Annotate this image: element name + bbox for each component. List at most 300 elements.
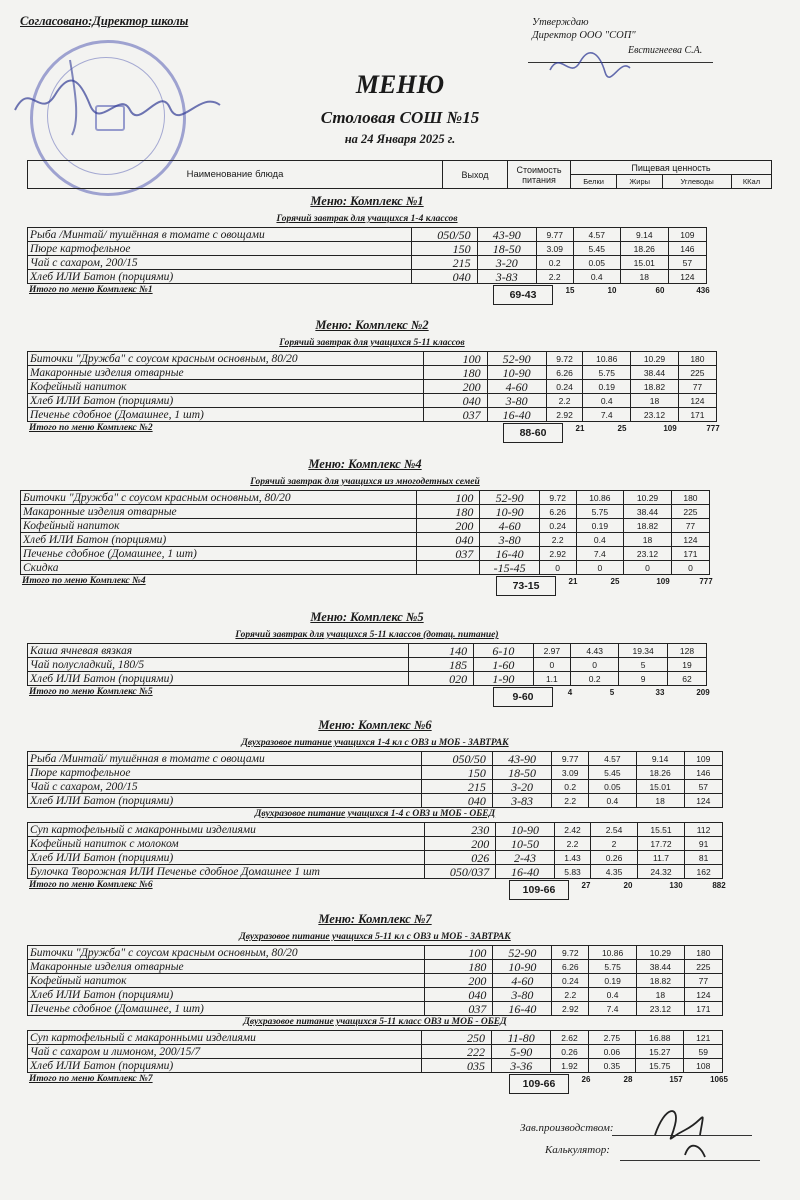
dish-name: Хлеб ИЛИ Батон (порциями) [28,270,412,284]
table-row [28,672,707,686]
dish-output: 250 [422,1031,492,1045]
dish-name: Кофейный напиток [21,519,417,533]
dish-carbs: 18.26 [620,242,668,256]
dish-name: Макаронные изделия отварные [28,960,425,974]
dish-fat: 7.4 [583,408,631,422]
group-subtitle: Горячий завтрак для учащихся 5-11 классов (дотац. питание) [235,630,499,640]
dish-output: 140 [409,644,474,658]
dish-cost: 6-10 [474,644,534,658]
dish-name: Чай с сахаром, 200/15 [28,780,422,794]
section-total-cost: 69-43 [493,285,553,305]
dish-carbs: 16.88 [636,1031,684,1045]
dish-output: 050/50 [412,228,478,242]
dish-kcal: 171 [684,1002,722,1016]
dish-table [27,227,707,284]
dish-name: Печенье сдобное (Домашнее, 1 шт) [28,408,424,422]
dish-output: 180 [424,366,487,380]
dish-protein: 2.92 [539,547,576,561]
dish-fat: 7.4 [576,547,624,561]
approval-right-line1: Утверждаю [532,17,589,28]
dish-cost: 16-40 [480,547,540,561]
total-fat: 28 [623,1075,633,1084]
dish-fat: 0.35 [588,1059,636,1073]
dish-fat: 0.4 [589,988,637,1002]
section-title: Меню: Комплекс №1 [310,194,424,208]
dish-table [20,490,710,575]
dish-carbs: 9 [619,672,668,686]
dish-table [27,945,723,1016]
dish-fat: 5.75 [576,505,624,519]
dish-fat: 2.54 [591,823,638,837]
dish-fat: 5.45 [573,242,620,256]
dish-output: 037 [424,408,487,422]
dish-name: Печенье сдобное (Домашнее, 1 шт) [28,1002,425,1016]
dish-name: Кофейный напиток с молоком [28,837,425,851]
dish-output: 215 [412,256,478,270]
dish-name: Биточки "Дружба" с соусом красным основным, 80/20 [28,946,425,960]
dish-kcal: 124 [671,533,709,547]
dish-output: 040 [424,988,493,1002]
section-title: Меню: Комплекс №6 [318,718,432,732]
dish-fat: 0.4 [573,270,620,284]
dish-protein: 6.26 [546,366,583,380]
group-subtitle: Двухразовое питание учащихся 1-4 с ОВЗ и МОБ - ОБЕД [254,809,496,819]
dish-protein: 5.83 [554,865,590,879]
dish-fat: 0.19 [576,519,624,533]
dish-name: Макаронные изделия отварные [28,366,424,380]
dish-name: Хлеб ИЛИ Батон (порциями) [28,988,425,1002]
dish-fat: 0.26 [591,851,638,865]
dish-protein: 1.1 [533,672,570,686]
dish-name: Чай с сахаром и лимоном, 200/15/7 [28,1045,422,1059]
table-row [28,644,707,658]
total-fat: 25 [617,424,627,433]
col-output: Выход [443,161,508,189]
total-carbs: 130 [669,881,683,890]
approval-right [532,16,636,42]
dish-cost: 3-80 [493,988,552,1002]
table-row [28,780,723,794]
dish-carbs: 11.7 [637,851,684,865]
dish-name: Рыба /Минтай/ тушённая в томате с овощами [28,752,422,766]
dish-output: 040 [424,394,487,408]
dish-output: 150 [412,242,478,256]
group-subtitle: Двухразовое питание учащихся 5-11 кл с ОВЗ и МОБ - ЗАВТРАК [239,932,511,942]
total-carbs: 109 [663,424,677,433]
dish-cost: 3-80 [480,533,540,547]
dish-carbs: 18 [631,394,679,408]
dish-carbs: 19.34 [619,644,668,658]
dish-output: 040 [412,270,478,284]
dish-kcal: 59 [684,1045,723,1059]
dish-output: 200 [424,380,487,394]
dish-output: 185 [409,658,474,672]
dish-protein: 0.24 [539,519,576,533]
dish-output: 200 [424,974,493,988]
total-fat: 5 [609,688,615,697]
table-row [28,270,707,284]
dish-kcal: 225 [678,366,716,380]
col-carbs: Углеводы [663,175,732,189]
dish-fat: 4.35 [591,865,638,879]
total-protein: 21 [568,577,578,586]
dish-cost: 52-90 [487,352,546,366]
dish-output: 037 [416,547,479,561]
dish-fat: 10.86 [583,352,631,366]
dish-table [27,351,717,422]
dish-name: Хлеб ИЛИ Батон (порциями) [28,794,422,808]
total-kcal: 1065 [710,1075,728,1084]
dish-carbs: 18.82 [631,380,679,394]
dish-name: Суп картофельный с макаронными изделиями [28,823,425,837]
dish-table [27,1030,723,1073]
total-protein: 15 [565,286,575,295]
dish-output: 200 [416,519,479,533]
dish-cost: 10-90 [496,823,555,837]
col-fat: Жиры [617,175,663,189]
section-total-label: Итого по меню Комплекс №1 [29,285,153,295]
dish-kcal: 124 [668,270,706,284]
dish-kcal: 91 [685,837,723,851]
dish-name: Суп картофельный с макаронными изделиями [28,1031,422,1045]
table-row [28,946,723,960]
section-total-cost: 9-60 [493,687,553,707]
total-fat: 20 [623,881,633,890]
dish-carbs: 18 [636,988,684,1002]
dish-protein: 2.2 [546,394,583,408]
table-row [28,960,723,974]
dish-fat: 4.57 [589,752,636,766]
table-row [28,837,723,851]
dish-fat: 10.86 [576,491,624,505]
dish-cost: 18-50 [477,242,536,256]
table-row [28,974,723,988]
dish-protein: 0.24 [552,974,589,988]
dish-protein: 0 [539,561,576,575]
dish-name: Пюре картофельное [28,242,412,256]
dish-protein: 1.92 [551,1059,588,1073]
dish-protein: 9.77 [552,752,589,766]
dish-cost: 4-60 [480,519,540,533]
table-row [28,1031,723,1045]
dish-cost: -15-45 [480,561,540,575]
dish-carbs: 38.44 [631,366,679,380]
dish-carbs: 9.14 [636,752,684,766]
dish-protein: 3.09 [536,242,573,256]
section-total-cost: 109-66 [509,1074,569,1094]
dish-cost: 3-83 [477,270,536,284]
dish-kcal: 225 [671,505,709,519]
dish-output: 050/037 [425,865,496,879]
dish-carbs: 9.14 [620,228,668,242]
dish-output: 180 [416,505,479,519]
dish-output: 180 [424,960,493,974]
table-row [28,1059,723,1073]
table-row [28,752,723,766]
dish-fat: 5.45 [589,766,636,780]
dish-output: 050/50 [421,752,492,766]
dish-carbs: 10.29 [631,352,679,366]
dish-protein: 6.26 [552,960,589,974]
dish-cost: 43-90 [477,228,536,242]
dish-kcal: 146 [668,242,706,256]
footer-calculator: Калькулятор: [545,1144,610,1156]
table-row [21,491,710,505]
dish-fat: 5.75 [589,960,637,974]
dish-output: 222 [422,1045,492,1059]
dish-cost: 1-90 [474,672,534,686]
dish-fat: 0.4 [583,394,631,408]
dish-fat: 0.05 [573,256,620,270]
dish-protein: 9.72 [546,352,583,366]
dish-protein: 2.2 [554,837,590,851]
dish-kcal: 124 [684,794,722,808]
dish-cost: 4-60 [487,380,546,394]
dish-carbs: 18.26 [636,766,684,780]
dish-table [27,822,723,879]
dish-protein: 2.42 [554,823,590,837]
total-kcal: 777 [706,424,720,433]
dish-protein: 2.2 [552,794,589,808]
dish-carbs: 23.12 [624,547,672,561]
dish-kcal: 112 [685,823,723,837]
dish-output: 026 [425,851,496,865]
dish-output: 100 [424,352,487,366]
dish-protein: 6.26 [539,505,576,519]
dish-cost: 16-40 [487,408,546,422]
dish-protein: 0.26 [551,1045,588,1059]
section-total-label: Итого по меню Комплекс №2 [29,423,153,433]
dish-carbs: 15.01 [636,780,684,794]
total-protein: 26 [581,1075,591,1084]
dish-carbs: 10.29 [624,491,672,505]
table-row [28,394,717,408]
total-fat: 25 [610,577,620,586]
dish-output: 040 [416,533,479,547]
dish-protein: 2.92 [546,408,583,422]
section-total-label: Итого по меню Комплекс №4 [22,576,146,586]
total-protein: 4 [567,688,573,697]
dish-kcal: 77 [671,519,709,533]
dish-kcal: 180 [671,491,709,505]
total-carbs: 157 [669,1075,683,1084]
dish-name: Чай полусладкий, 180/5 [28,658,409,672]
dish-carbs: 18 [636,794,684,808]
table-row [28,766,723,780]
dish-name: Макаронные изделия отварные [21,505,417,519]
dish-name: Биточки "Дружба" с соусом красным основным, 80/20 [28,352,424,366]
dish-kcal: 146 [684,766,722,780]
table-row [28,1002,723,1016]
dish-carbs: 18.82 [636,974,684,988]
dish-fat: 2.75 [588,1031,636,1045]
dish-kcal: 19 [667,658,706,672]
total-protein: 27 [581,881,591,890]
dish-protein: 2.92 [552,1002,589,1016]
dish-protein: 9.72 [552,946,589,960]
dish-fat: 0.4 [576,533,624,547]
dish-cost: 16-40 [496,865,555,879]
dish-table [27,643,707,686]
dish-cost: 10-90 [493,960,552,974]
total-carbs: 33 [655,688,665,697]
dish-cost: 3-36 [491,1059,551,1073]
dish-fat: 2 [591,837,638,851]
dish-carbs: 18.82 [624,519,672,533]
dish-fat: 0.2 [571,672,619,686]
dish-carbs: 18 [624,533,672,547]
dish-carbs: 10.29 [636,946,684,960]
col-nutrition: Пищевая ценность [571,161,772,175]
dish-cost: 1-60 [474,658,534,672]
dish-kcal: 77 [684,974,722,988]
dish-kcal: 124 [678,394,716,408]
col-kcal: ККал [731,175,771,189]
dish-output: 020 [409,672,474,686]
dish-kcal: 0 [671,561,709,575]
dish-output: 100 [416,491,479,505]
dish-protein: 1.43 [554,851,590,865]
footer-production: Зав.производством: [520,1122,614,1134]
total-kcal: 777 [699,577,713,586]
table-row [21,519,710,533]
dish-protein: 0.2 [552,780,589,794]
dish-name: Кофейный напиток [28,380,424,394]
table-row [21,505,710,519]
table-row [28,794,723,808]
production-signature [645,1095,725,1165]
dish-carbs: 17.72 [637,837,684,851]
dish-kcal: 109 [668,228,706,242]
dish-cost: 3-20 [477,256,536,270]
dish-cost: 3-83 [492,794,551,808]
dish-cost: 5-90 [491,1045,551,1059]
dish-cost: 43-90 [492,752,551,766]
dish-fat: 0.05 [589,780,636,794]
dish-name: Хлеб ИЛИ Батон (порциями) [28,851,425,865]
dish-fat: 4.43 [571,644,619,658]
dish-carbs: 15.27 [636,1045,684,1059]
dish-fat: 0.19 [583,380,631,394]
col-protein: Белки [571,175,617,189]
dish-cost: 3-20 [492,780,551,794]
dish-output: 215 [421,780,492,794]
table-row [28,256,707,270]
dish-name: Чай с сахаром, 200/15 [28,256,412,270]
total-carbs: 109 [656,577,670,586]
dish-carbs: 15.75 [636,1059,684,1073]
dish-output: 037 [424,1002,493,1016]
dish-protein: 9.77 [536,228,573,242]
dish-name: Хлеб ИЛИ Батон (порциями) [28,394,424,408]
dish-protein: 0 [533,658,570,672]
dish-cost: 3-80 [487,394,546,408]
dish-protein: 9.72 [539,491,576,505]
col-cost: Стоимость питания [508,161,571,189]
column-header-table [27,160,772,189]
total-kcal: 882 [712,881,726,890]
dish-name: Булочка Творожная ИЛИ Печенье сдобное Домашнее 1 шт [28,865,425,879]
dish-name: Хлеб ИЛИ Батон (порциями) [21,533,417,547]
dish-kcal: 121 [684,1031,723,1045]
approval-left: Согласовано:Директор школы [20,14,189,28]
dish-kcal: 180 [684,946,722,960]
table-row [28,408,717,422]
dish-cost: 10-50 [496,837,555,851]
dish-output: 150 [421,766,492,780]
table-row [21,533,710,547]
section-total-cost: 73-15 [496,576,556,596]
dish-kcal: 180 [678,352,716,366]
dish-kcal: 171 [678,408,716,422]
dish-protein: 3.09 [552,766,589,780]
dish-carbs: 23.12 [636,1002,684,1016]
dish-protein: 0.2 [536,256,573,270]
total-carbs: 60 [655,286,665,295]
dish-kcal: 109 [684,752,722,766]
dish-kcal: 108 [684,1059,723,1073]
dish-kcal: 77 [678,380,716,394]
total-kcal: 436 [696,286,710,295]
dish-carbs: 23.12 [631,408,679,422]
dish-kcal: 171 [671,547,709,561]
section-title: Меню: Комплекс №2 [315,318,429,332]
table-row [21,561,710,575]
group-subtitle: Двухразовое питание учащихся 1-4 кл с ОВЗ и МОБ - ЗАВТРАК [241,738,509,748]
dish-fat: 5.75 [583,366,631,380]
dish-kcal: 57 [684,780,722,794]
dish-name: Пюре картофельное [28,766,422,780]
dish-kcal: 57 [668,256,706,270]
table-row [21,547,710,561]
dish-kcal: 62 [667,672,706,686]
dish-table [27,751,723,808]
total-kcal: 209 [696,688,710,697]
dish-cost: 2-43 [496,851,555,865]
total-protein: 21 [575,424,585,433]
table-row [28,988,723,1002]
table-row [28,851,723,865]
dish-name: Кофейный напиток [28,974,425,988]
dish-fat: 0.4 [589,794,636,808]
total-fat: 10 [607,286,617,295]
section-total-label: Итого по меню Комплекс №6 [29,880,153,890]
page-title: МЕНЮ [355,70,445,99]
section-total-cost: 88-60 [503,423,563,443]
dish-carbs: 15.51 [637,823,684,837]
dish-protein: 2.97 [533,644,570,658]
dish-carbs: 24.32 [637,865,684,879]
dish-name: Хлеб ИЛИ Батон (порциями) [28,1059,422,1073]
col-name: Наименование блюда [28,161,443,189]
dish-cost: 11-80 [491,1031,551,1045]
dish-cost: 10-90 [480,505,540,519]
dish-protein: 2.62 [551,1031,588,1045]
dish-cost: 4-60 [493,974,552,988]
table-row [28,366,717,380]
dish-cost: 52-90 [480,491,540,505]
table-row [28,242,707,256]
dish-output: 035 [422,1059,492,1073]
group-subtitle: Горячий завтрак для учащихся 5-11 классов [279,338,465,348]
dish-kcal: 81 [685,851,723,865]
table-row [28,352,717,366]
table-row [28,823,723,837]
section-title: Меню: Комплекс №5 [310,610,424,624]
approver-name: Евстигнеева С.А. [628,45,703,56]
dish-fat: 0 [576,561,624,575]
dish-output: 100 [424,946,493,960]
